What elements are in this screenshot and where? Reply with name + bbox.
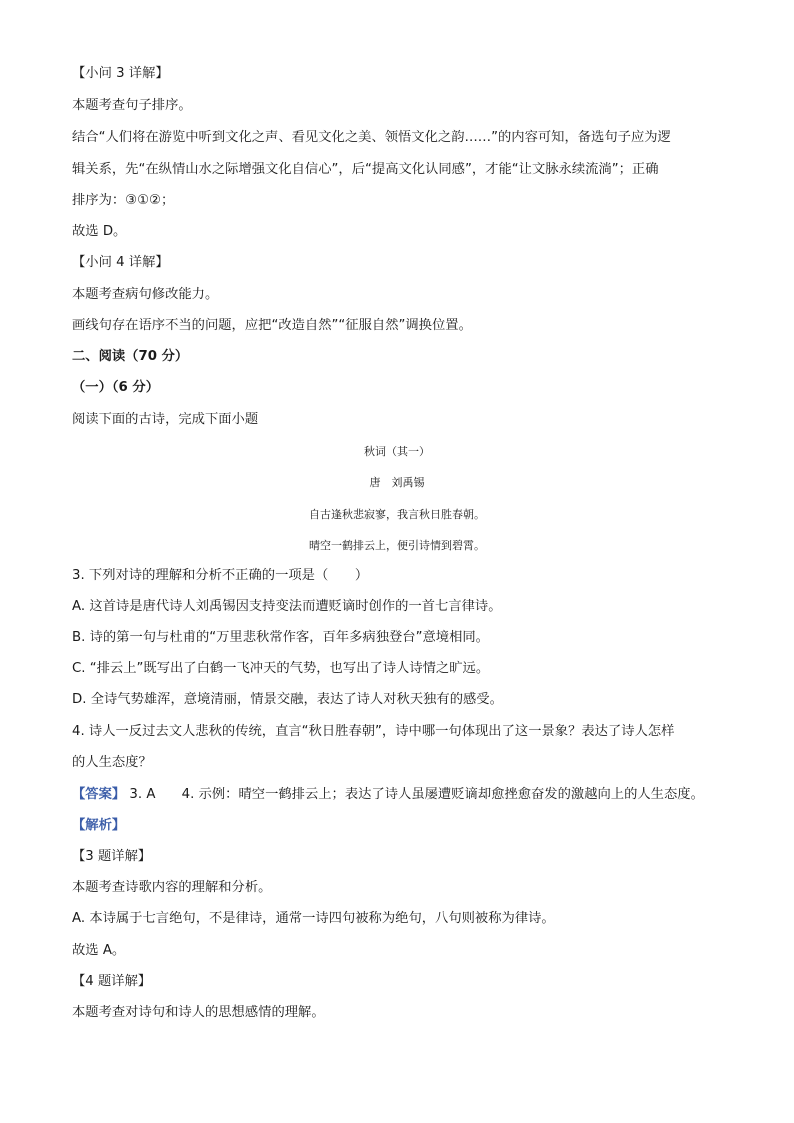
question-4-detail-heading: 【4 题详解】 [72,974,152,989]
option-d: D. 全诗气势雄浑，意境清丽，情景交融，表达了诗人对秋天独有的感受。 [72,692,503,707]
analysis-tag: 【解析】 [72,818,126,833]
paragraph: 本题考查句子排序。 [72,98,192,113]
poem-author: 唐 刘禹锡 [369,476,425,489]
answer-4: 4. 示例：晴空一鹤排云上；表达了诗人虽屡遭贬谪却愈挫愈奋发的激越向上的人生态度。 [181,787,704,802]
answer-tag: 【答案】 [72,787,126,802]
paragraph: 画线句存在语序不当的问题，应把“改造自然”“征服自然”调换位置。 [72,318,472,333]
question-4: 4. 诗人一反过去文人悲秋的传统，直言“秋日胜春朝”，诗中哪一句体现出了这一景象？表达了诗人怎样 [72,724,675,739]
question-3-detail-heading: 【3 题详解】 [72,849,152,864]
paragraph: 本题考查病句修改能力。 [72,287,219,302]
section-heading: 二、阅读（70 分） [72,349,189,364]
answer-3: 3. A [129,787,156,802]
subsection-heading: （一）（6 分） [72,380,160,395]
poem-line: 自古逢秋悲寂寥，我言秋日胜春朝。 [309,508,485,521]
paragraph: 本题考查诗歌内容的理解和分析。 [72,880,272,895]
subquestion-3-heading: 【小问 3 详解】 [72,66,169,81]
poem-title: 秋词（其一） [364,445,430,458]
instruction-text: 阅读下面的古诗，完成下面小题 [72,412,259,427]
paragraph: 故选 D。 [72,224,127,239]
paragraph: A. 本诗属于七言绝句，不是律诗，通常一诗四句被称为绝句，八句则被称为律诗。 [72,911,555,926]
question-4-cont: 的人生态度？ [72,755,152,770]
option-b: B. 诗的第一句与杜甫的“万里悲秋常作客，百年多病独登台”意境相同。 [72,630,489,645]
answer-line [72,785,704,805]
paragraph: 本题考查对诗句和诗人的思想感情的理解。 [72,1005,325,1020]
paragraph: 故选 A。 [72,943,126,958]
question-3: 3. 下列对诗的理解和分析不正确的一项是（ ） [72,568,369,583]
paragraph: 排序为：③①②； [72,193,175,208]
subquestion-4-heading: 【小问 4 详解】 [72,255,169,270]
option-a: A. 这首诗是唐代诗人刘禹锡因支持变法而遭贬谪时创作的一首七言律诗。 [72,599,502,614]
paragraph: 结合“人们将在游览中听到文化之声、看见文化之美、领悟文化之韵……”的内容可知，备选句子应为逻 [72,130,671,145]
paragraph: 辑关系，先“在纵情山水之际增强文化自信心”，后“提高文化认同感”，才能“让文脉永续流淌”；正确 [72,162,659,177]
poem-line: 晴空一鹤排云上，便引诗情到碧霄。 [309,539,485,552]
option-c: C. “排云上”既写出了白鹤一飞冲天的气势，也写出了诗人诗情之旷远。 [72,661,490,676]
